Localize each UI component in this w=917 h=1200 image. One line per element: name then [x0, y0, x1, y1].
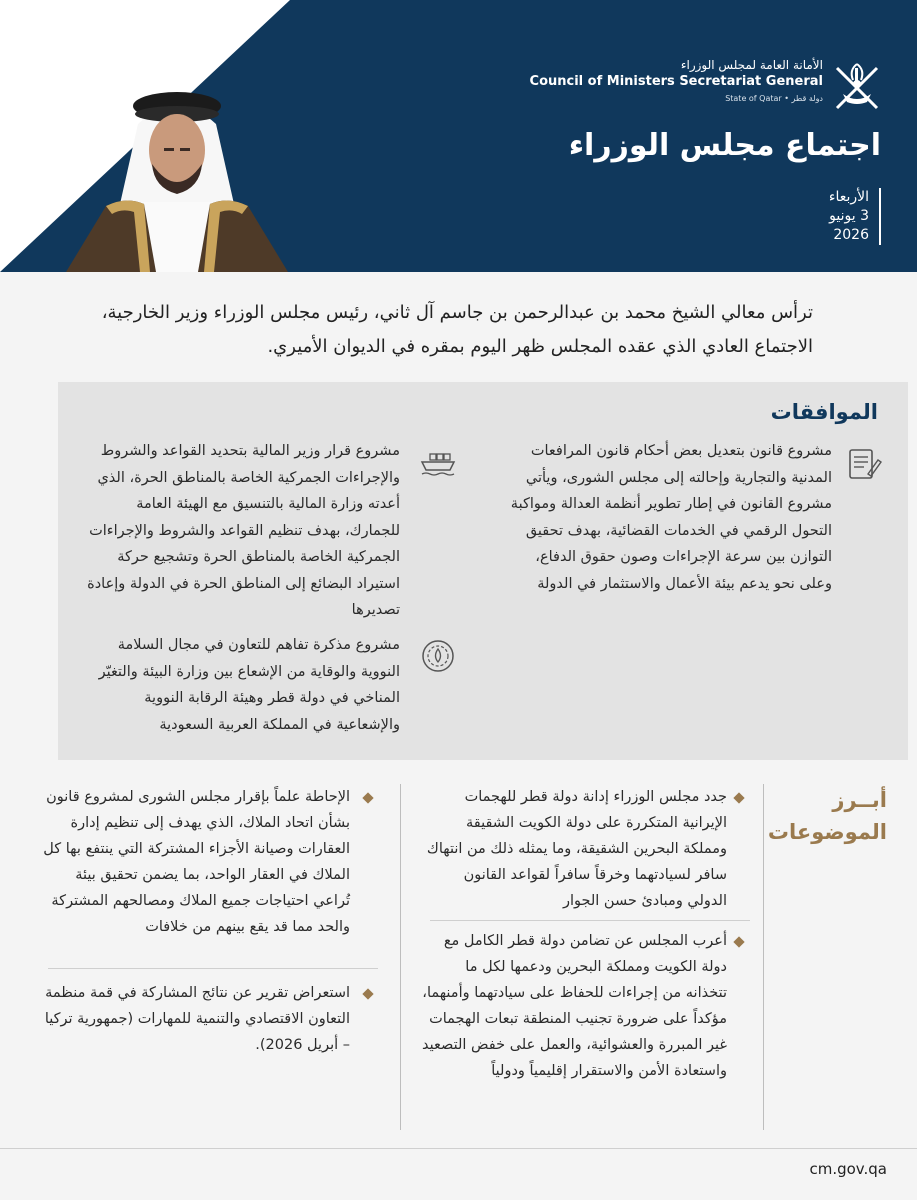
approval-item-2: مشروع قرار وزير المالية بتحديد القواعد والشروط والإجراءات الجمركية الخاصة بالمناطق الحرة، الذي أعدته وزارة المالية بالتنسيق مع الهيئة العامة للجمارك، بهدف تنظيم القواعد والشروط والإجراءات الجمركية الخاصة بالمناطق الحرة وتشجيع حركة استيراد البضائع إلى المناطق الحرة في الدولة وإعادة تصديرها: [87, 443, 400, 618]
header-banner: [0, 0, 917, 272]
date-year: 2026: [833, 227, 869, 243]
document-pen-icon: [844, 444, 884, 484]
meeting-date: [829, 188, 881, 245]
approvals-panel: [58, 382, 908, 760]
logo-arabic-text: الأمانة العامة لمجلس الوزراء: [680, 58, 823, 72]
bullet-diamond: [733, 792, 744, 803]
topic-left-2: استعراض تقرير عن نتائج المشاركة في قمة منظمة التعاون الاقتصادي والتنمية للمهارات (جمهورية تركيا – أبريل 2026).: [44, 985, 350, 1053]
topic-separator: [48, 968, 378, 969]
topics-divider-middle: [400, 784, 401, 1130]
logo-state-text: State of Qatar • دولة قطر: [725, 94, 823, 103]
date-day-month: 3 يونيو: [829, 208, 869, 224]
topic-right-2: أعرب المجلس عن تضامن دولة قطر الكامل مع دولة الكويت ومملكة البحرين ودعمها لكل ما تتخذانه من إجراءات للحفاظ على سيادتهما وأمنهما، مؤكداً على ضرورة تجنيب المنطقة تبعات الهجمات غير المبررة والعشوائية، والعمل على خفض التصعيد واستعادة الأمن والاستقرار إقليمياً ودولياً: [422, 933, 727, 1079]
topics-title-line1: أبــرز: [832, 788, 887, 812]
portrait-image: [66, 84, 288, 272]
approvals-title: الموافقات: [770, 400, 878, 424]
bullet-diamond: [733, 936, 744, 947]
bullet-diamond: [362, 988, 373, 999]
approval-item-3: مشروع مذكرة تفاهم للتعاون في مجال السلامة النووية والوقاية من الإشعاع بين وزارة البيئة والتغيّر المناخي في دولة قطر وهيئة الرقابة النووية والإشعاعية في المملكة العربية السعودية: [98, 637, 400, 733]
bullet-diamond: [362, 792, 373, 803]
nuclear-water-icon: [418, 636, 458, 676]
footer-divider: [0, 1148, 917, 1149]
approval-item-1: مشروع قانون بتعديل بعض أحكام قانون المرافعات المدنية والتجارية وإحالته إلى مجلس الشورى، ويأتي مشروع القانون في إطار تطوير أنظمة العدالة ومواكبة التحول الرقمي في الخدمات القضائية، بهدف تحقيق التوازن بين سرعة الإجراءات وصون حقوق الدفاع، وعلى نحو يدعم بيئة الأعمال والاستثمار في الدولة: [510, 443, 832, 592]
cargo-ship-icon: [418, 442, 458, 482]
topics-title-line2: الموضوعات: [767, 820, 887, 844]
topic-right-1: جدد مجلس الوزراء إدانة دولة قطر للهجمات الإيرانية المتكررة على دولة الكويت الشقيقة ومملكة البحرين الشقيقة، وما يمثله ذلك من انتهاك سافر لسيادتهما وخرقاً سافراً لقواعد القانون الدولي ومبادئ حسن الجوار: [426, 789, 727, 909]
date-day: الأربعاء: [828, 189, 869, 205]
topic-left-1: الإحاطة علماً بإقرار مجلس الشورى لمشروع قانون بشأن اتحاد الملاك، الذي يهدف إلى تنظيم إدارة العقارات وصيانة الأجزاء المشتركة التي ينتفع بها كل الملاك في العقار الواحد، بما يضمن تحقيق بيئة تُراعي احتياجات جميع الملاك ومصالحهم المشتركة والحد مما قد يقع بينهم من خلافات: [43, 789, 350, 935]
topics-divider-right: [763, 784, 764, 1130]
page-title: اجتماع مجلس الوزراء: [568, 128, 881, 163]
topic-separator: [430, 920, 750, 921]
topics-title: [767, 784, 887, 848]
council-logo: [529, 56, 883, 116]
footer-website-link[interactable]: cm.gov.qa: [809, 1160, 887, 1178]
intro-paragraph: ترأس معالي الشيخ محمد بن عبدالرحمن بن جاسم آل ثاني، رئيس مجلس الوزراء وزير الخارجية، الاجتماع العادي الذي عقده المجلس ظهر اليوم بمقره في الديوان الأميري.: [101, 302, 813, 357]
qatar-emblem-icon: [831, 56, 883, 112]
logo-english-text: Council of Ministers Secretariat General: [529, 74, 823, 89]
